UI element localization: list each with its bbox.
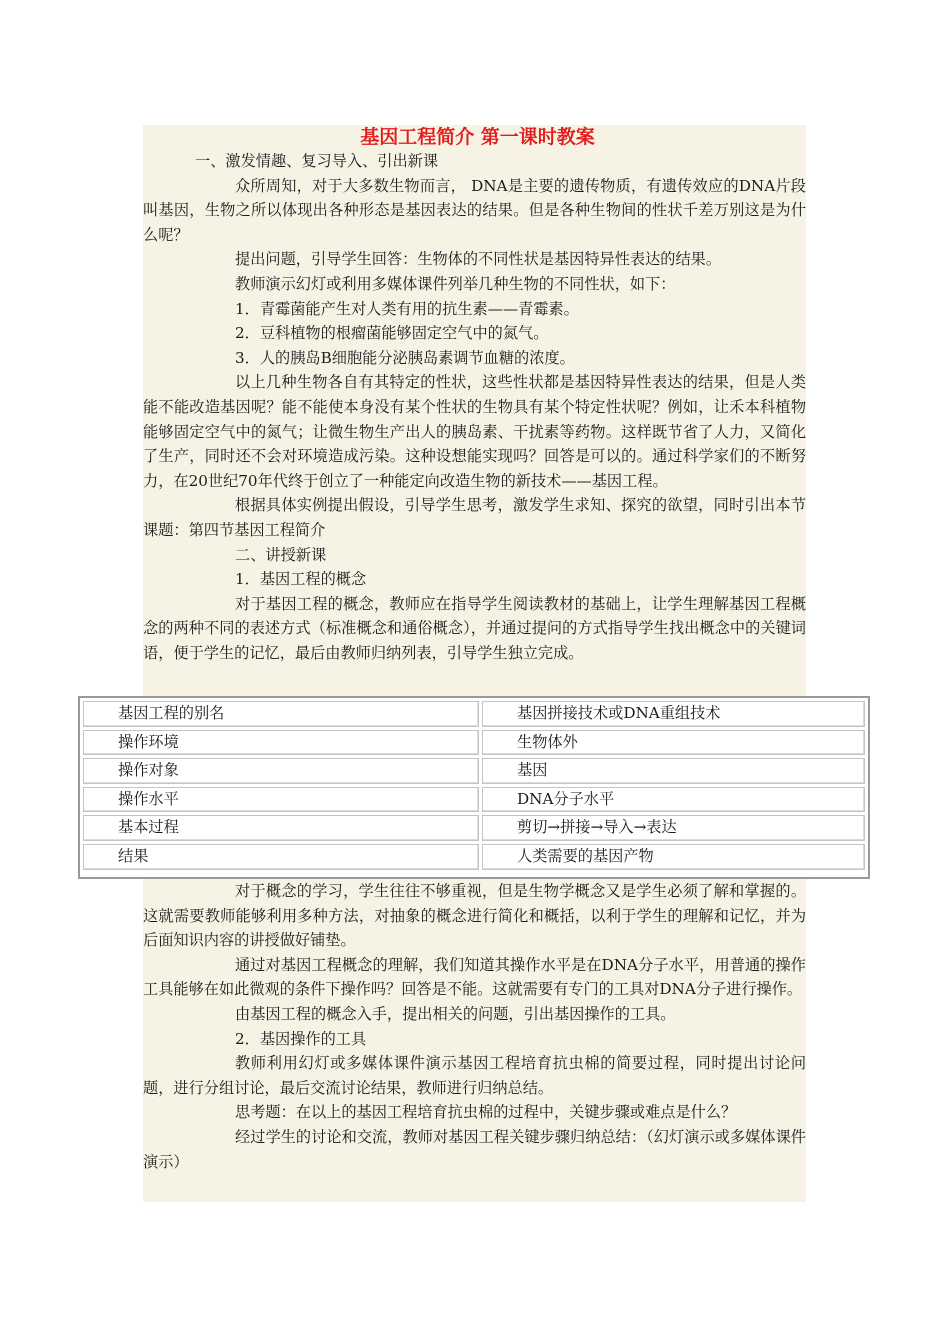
table-row xyxy=(83,815,865,841)
top-paragraphs xyxy=(143,149,806,665)
paragraph: 思考题：在以上的基因工程培育抗虫棉的过程中，关键步骤或难点是什么？ xyxy=(235,1103,737,1122)
lesson-section-bottom xyxy=(143,879,806,1202)
paragraph: 以上几种生物各自有其特定的性状，这些性状都是基因特异性表达的结果，但是人类能不能改造基因呢？能不能使本身没有某个性状的生物具有某个特定性状呢？例如，让禾本科植物能够固定空气中的氮气；让微生物生产出人的胰岛素、干扰素等药物。这样既节省了人力，又简化了生产，同时还不会对环境造成污染。这种设想能实现吗？回答是可以的。通过科学家们的不断努力，在20世纪70年代终于创立了一种能定向改造生物的新技术——基因工程。 xyxy=(143,373,806,490)
paragraph: 由基因工程的概念入手，提出相关的问题，引出基因操作的工具。 xyxy=(235,1004,676,1023)
paragraph: 教师利用幻灯或多媒体课件演示基因工程培育抗虫棉的简要过程，同时提出讨论问题，进行分组讨论，最后交流讨论结果，教师进行归纳总结。 xyxy=(143,1054,806,1097)
table-cell-value: 基因 xyxy=(482,758,865,784)
paragraph: 通过对基因工程概念的理解，我们知道其操作水平是在DNA分子水平，用普通的操作工具能够在如此微观的条件下操作吗？回答是不能。这就需要有专门的工具对DNA分子进行操作。 xyxy=(143,955,806,999)
page-title: 基因工程简介 第一课时教案 xyxy=(360,126,595,148)
table-cell-label: 基本过程 xyxy=(83,815,479,841)
table-row xyxy=(83,844,865,870)
table-cell-label: 操作水平 xyxy=(83,787,479,813)
table-cell-label: 操作对象 xyxy=(83,758,479,784)
bottom-paragraphs xyxy=(143,879,806,1174)
table-cell-value: 剪切→拼接→导入→表达 xyxy=(482,815,865,841)
table-cell-label: 结果 xyxy=(83,844,479,870)
table-cell-value: 基因拼接技术或DNA重组技术 xyxy=(482,701,865,727)
paragraph: 3．人的胰岛B细胞能分泌胰岛素调节血糖的浓度。 xyxy=(235,348,575,367)
table-cell-label: 基因工程的别名 xyxy=(83,701,479,727)
table-row xyxy=(83,758,865,784)
concept-table xyxy=(78,696,870,879)
table-cell-value: DNA分子水平 xyxy=(482,787,865,813)
table-cell-value: 人类需要的基因产物 xyxy=(482,844,865,870)
paragraph: 对于概念的学习，学生往往不够重视，但是生物学概念又是学生必须了解和掌握的。这就需要教师能够利用多种方法，对抽象的概念进行简化和概括，以利于学生的理解和记忆，并为后面知识内容的讲授做好铺垫。 xyxy=(143,882,806,950)
table-cell-value: 生物体外 xyxy=(482,730,865,756)
paragraph: 1．基因工程的概念 xyxy=(235,570,367,589)
table-cell-label: 操作环境 xyxy=(83,730,479,756)
table-row xyxy=(83,787,865,813)
lesson-section-top xyxy=(143,125,806,696)
paragraph: 众所周知，对于大多数生物而言， DNA是主要的遗传物质，有遗传效应的DNA片段叫基因，生物之所以体现出各种形态是基因表达的结果。但是各种生物间的性状千差万别这是为什么呢？ xyxy=(143,176,806,244)
paragraph: 根据具体实例提出假设，引导学生思考，激发学生求知、探究的欲望，同时引出本节课题：第四节基因工程简介 xyxy=(143,496,806,539)
paragraph: 提出问题，引导学生回答：生物体的不同性状是基因特异性表达的结果。 xyxy=(235,250,721,269)
paragraph: 2．基因操作的工具 xyxy=(235,1029,367,1048)
table-row xyxy=(83,730,865,756)
paragraph: 1．青霉菌能产生对人类有用的抗生素——青霉素。 xyxy=(235,299,579,318)
paragraph: 一、激发情趣、复习导入、引出新课 xyxy=(195,152,438,170)
paragraph: 对于基因工程的概念，教师应在指导学生阅读教材的基础上，让学生理解基因工程概念的两种不同的表述方式（标准概念和通俗概念），并通过提问的方式指导学生找出概念中的关键词语，便于学生的记忆，最后由教师归纳列表，引导学生独立完成。 xyxy=(143,594,806,662)
paragraph: 教师演示幻灯或利用多媒体课件列举几种生物的不同性状，如下： xyxy=(235,274,676,293)
paragraph: 2．豆科植物的根瘤菌能够固定空气中的氮气。 xyxy=(235,324,549,343)
paragraph: 二、讲授新课 xyxy=(235,545,327,564)
paragraph: 经过学生的讨论和交流，教师对基因工程关键步骤归纳总结：（幻灯演示或多媒体课件演示） xyxy=(143,1127,806,1171)
table-row xyxy=(83,701,865,727)
